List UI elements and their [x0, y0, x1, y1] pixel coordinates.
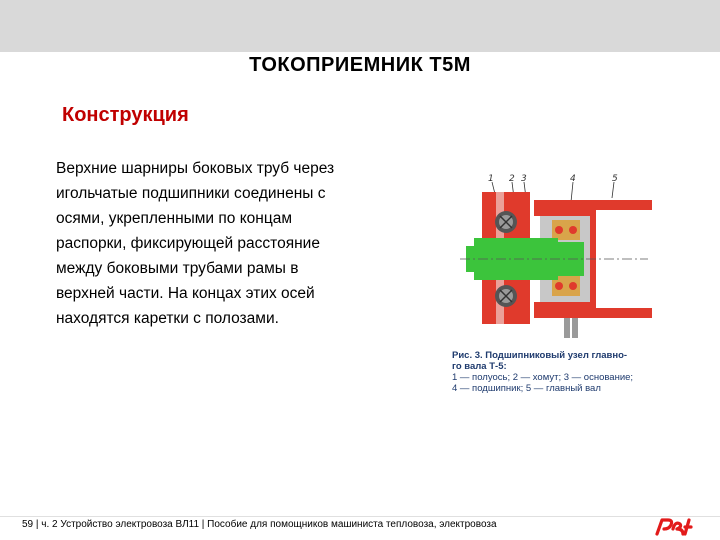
label-2: 2	[509, 174, 515, 184]
paragraph-line: осями, укрепленными по концам	[56, 210, 293, 227]
bearing-upper	[552, 220, 580, 240]
rzd-logo-icon	[654, 516, 694, 536]
footer-text: 59 | ч. 2 Устройство электровоза ВЛ11 | Пособие для помощников машиниста тепловоза, электровоза	[22, 519, 497, 530]
paragraph-line: между боковыми трубами рамы в	[56, 260, 299, 277]
bearing-assembly-diagram	[452, 170, 652, 345]
bolt-top	[495, 211, 517, 233]
footer-divider	[0, 516, 720, 517]
clamp	[534, 200, 592, 216]
label-3: 3	[521, 174, 527, 184]
caption-legend-line: 4 — подшипник; 5 — главный вал	[452, 383, 601, 394]
label-5: 5	[612, 174, 618, 184]
caption-title-line: Рис. 3. Подшипниковый узел главно-	[452, 350, 628, 361]
header-bar	[0, 0, 720, 52]
label-4: 4	[570, 174, 576, 184]
paragraph-line: распорки, фиксирующей расстояние	[56, 235, 320, 252]
paragraph-line: игольчатые подшипники соединены с	[56, 185, 326, 202]
body-paragraph	[56, 156, 383, 331]
caption-legend-line: 1 — полуось; 2 — хомут; 3 — основание;	[452, 372, 634, 383]
slide-title: ТОКОПРИЕМНИК Т5М	[249, 54, 471, 76]
main-shaft-bottom-wall	[592, 308, 652, 318]
paragraph-line: находятся каретки с полозами.	[56, 310, 279, 327]
paragraph-line: верхней части. На концах этих осей	[56, 285, 315, 302]
label-1: 1	[488, 174, 494, 184]
caption-title-line: го вала Т-5:	[452, 361, 507, 372]
figure-caption	[452, 350, 662, 394]
section-subtitle: Конструкция	[62, 104, 189, 126]
main-shaft-top-wall	[592, 200, 652, 210]
bolt-bottom	[495, 285, 517, 307]
paragraph-line: Верхние шарниры боковых труб через	[56, 160, 335, 177]
